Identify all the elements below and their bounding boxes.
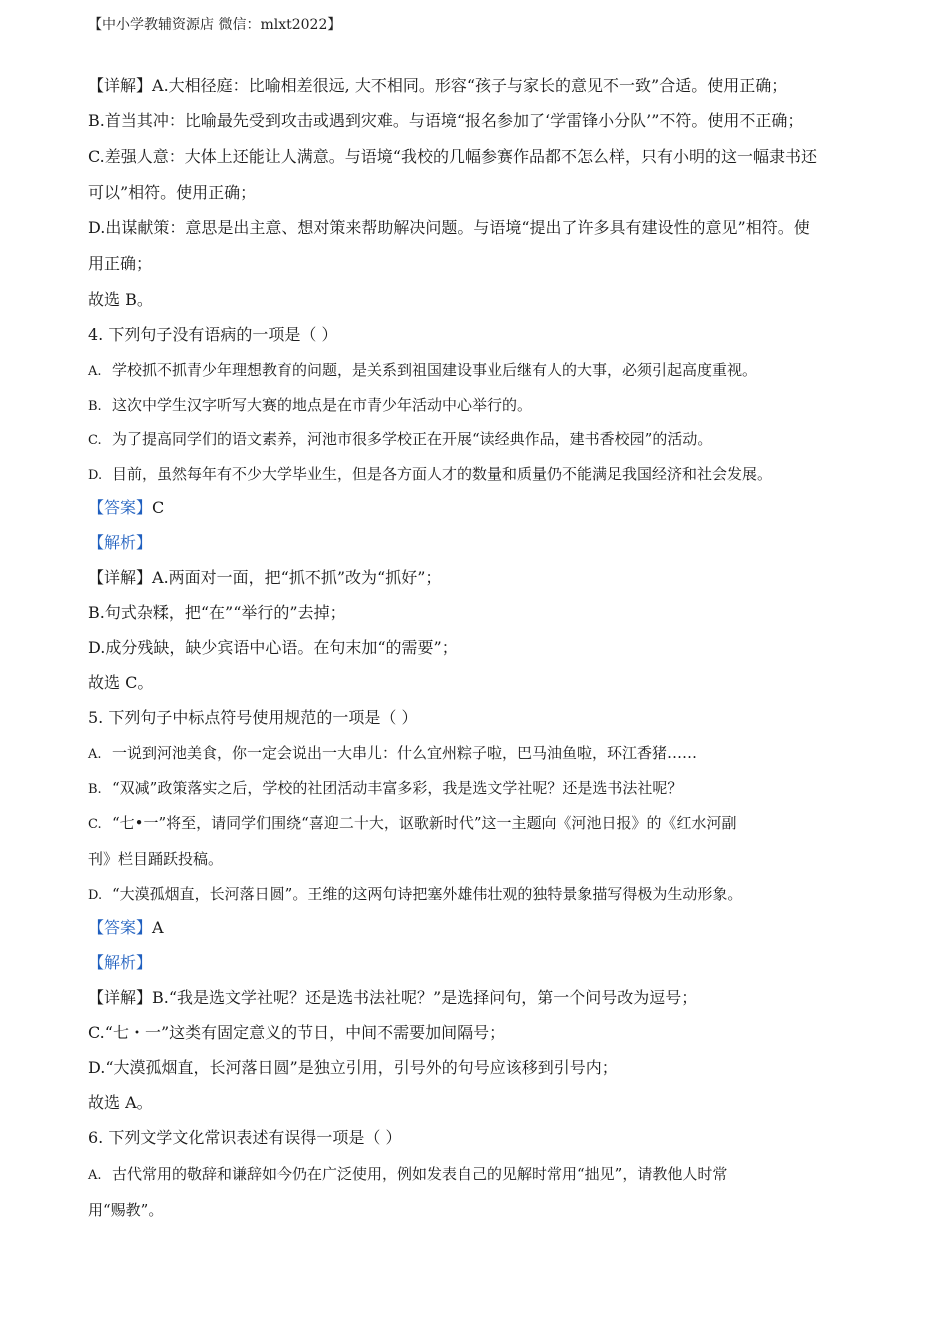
- option-text: 古代常用的敬辞和谦辞如今仍在广泛使用，例如发表自己的见解时常用“拙见”，请教他人时常: [112, 1165, 728, 1183]
- q4-option-d: [88, 464, 772, 486]
- q5-stem: 5. 下列句子中标点符号使用规范的一项是（ ）: [88, 708, 418, 727]
- detail-prefix: 【详解】: [88, 76, 153, 95]
- answer-value: A: [152, 918, 164, 937]
- option-letter: A.: [88, 364, 102, 379]
- q4-analysis-label: 【解析】: [88, 533, 153, 552]
- answer-label: 【答案】: [88, 918, 153, 937]
- q4-option-a: [88, 360, 757, 382]
- option-text: 为了提高同学们的语文素养，河池市很多学校正在开展“读经典作品，建书香校园”的活动。: [112, 430, 713, 448]
- q6-option-a-line1: [88, 1164, 727, 1186]
- option-letter: C.: [88, 433, 102, 448]
- q4-option-c: [88, 429, 712, 451]
- option-text: 这次中学生汉字听写大赛的地点是在市青少年活动中心举行的。: [112, 396, 533, 414]
- option-letter: A.: [88, 747, 102, 762]
- detail-text: A.大相径庭：比喻相差很远, 大不相同。形容“孩子与家长的意见不一致”合适。使用正确；: [152, 76, 788, 95]
- answer-value: C: [152, 498, 165, 517]
- q3-conclusion: 故选 B。: [88, 290, 153, 309]
- option-text: “大漠孤烟直，长河落日圆”。王维的这两句诗把塞外雄伟壮观的独特景象描写得极为生动形象。: [112, 885, 743, 903]
- q5-detail-b: [88, 988, 697, 1008]
- option-letter: C.: [88, 817, 102, 832]
- q4-detail-a: [88, 568, 441, 588]
- q4-detail-d: D.成分残缺，缺少宾语中心语。在句末加“的需要”；: [88, 638, 458, 657]
- q3-detail-a: [88, 76, 787, 96]
- q5-analysis-label: 【解析】: [88, 953, 153, 972]
- q3-detail-d-line2: 用正确；: [88, 254, 153, 273]
- option-letter: A.: [88, 1168, 102, 1183]
- page-header: 【中小学教辅资源店 微信：mlxt2022】: [88, 17, 342, 33]
- q6-stem: 6. 下列文学文化常识表述有误得一项是（ ）: [88, 1128, 402, 1147]
- q3-detail-d-line1: D.出谋献策：意思是出主意、想对策来帮助解决问题。与语境“提出了许多具有建设性的意见”相符。使: [88, 218, 810, 237]
- q6-option-a-line2: 用“赐教”。: [88, 1201, 164, 1219]
- q5-detail-c: C.“七・一”这类有固定意义的节日，中间不需要加间隔号；: [88, 1023, 506, 1042]
- option-letter: D.: [88, 888, 103, 903]
- q5-answer: [88, 918, 164, 938]
- q5-detail-d: D.“大漠孤烟直，长河落日圆”是独立引用，引号外的句号应该移到引号内；: [88, 1058, 618, 1077]
- option-text: 一说到河池美食，你一定会说出一大串儿：什么宜州粽子啦，巴马油鱼啦，环江香猪……: [112, 744, 698, 762]
- q5-option-b: [88, 778, 682, 800]
- answer-label: 【答案】: [88, 498, 153, 517]
- option-text: 学校抓不抓青少年理想教育的问题，是关系到祖国建设事业后继有人的大事，必须引起高度重视。: [112, 361, 758, 379]
- q5-conclusion: 故选 A。: [88, 1093, 153, 1112]
- detail-text: A.两面对一面，把“抓不抓”改为“抓好”；: [152, 568, 442, 587]
- q5-option-c-line2: 刊》栏目踊跃投稿。: [88, 850, 224, 868]
- detail-text: B.“我是选文学社呢？还是选书法社呢？”是选择问句，第一个问号改为逗号；: [152, 988, 698, 1007]
- detail-prefix: 【详解】: [88, 568, 153, 587]
- q3-detail-c-line1: C.差强人意：大体上还能让人满意。与语境“我校的几幅参赛作品都不怎么样，只有小明的这一幅隶书还: [88, 147, 817, 166]
- option-letter: D.: [88, 468, 103, 483]
- q4-stem: 4. 下列句子没有语病的一项是（ ）: [88, 325, 338, 344]
- q5-option-d: [88, 884, 742, 906]
- q4-answer: [88, 498, 164, 518]
- q5-option-c-line1: [88, 813, 737, 835]
- option-text: “七•一”将至，请同学们围绕“喜迎二十大，讴歌新时代”这一主题向《河池日报》的《红水河副: [112, 814, 737, 832]
- q4-detail-b: B.句式杂糅，把“在”“举行的”去掉；: [88, 603, 346, 622]
- q4-conclusion: 故选 C。: [88, 673, 154, 692]
- q3-detail-b: B.首当其冲：比喻最先受到攻击或遇到灾难。与语境“报名参加了‘学雷锋小分队’”不符。使用不正确；: [88, 111, 804, 130]
- q3-detail-c-line2: 可以”相符。使用正确；: [88, 183, 257, 202]
- option-text: “双减”政策落实之后，学校的社团活动丰富多彩，我是选文学社呢？还是选书法社呢？: [112, 779, 683, 797]
- q4-option-b: [88, 395, 532, 417]
- option-letter: B.: [88, 782, 102, 797]
- option-text: 目前，虽然每年有不少大学毕业生，但是各方面人才的数量和质量仍不能满足我国经济和社会发展。: [112, 465, 773, 483]
- q5-option-a: [88, 743, 697, 765]
- detail-prefix: 【详解】: [88, 988, 153, 1007]
- option-letter: B.: [88, 399, 102, 414]
